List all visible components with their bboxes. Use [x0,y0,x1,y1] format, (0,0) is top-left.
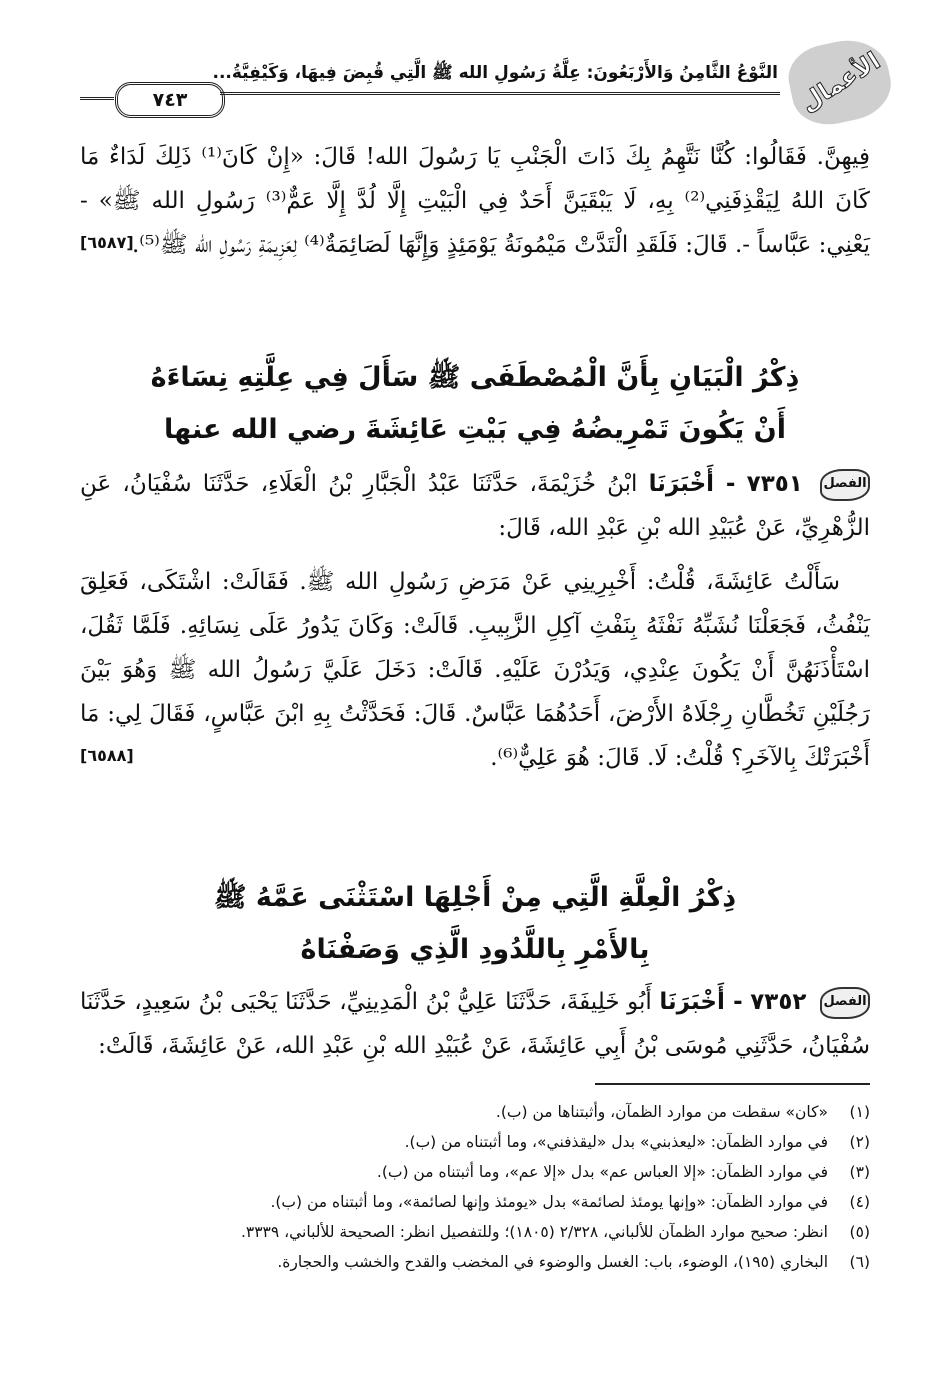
heading-line: ذِكْرُ الْعِلَّةِ الَّتِي مِنْ أَجْلِهَا اسْتَثْنَى عَمَّهُ ﷺ [213,882,737,913]
footnote-text: في موارد الظمآن: «ليعذبني» بدل «ليقذفني»، وما أثبتناه من (ب). [404,1133,828,1151]
footnotes [80,1097,870,1277]
akhbarana-label: أَخْبَرَنَا [648,471,715,497]
running-title: النَّوْعُ الثَّامِنُ وَالأَرْبَعُونَ: عِلَّةُ رَسُولِ الله ﷺ الَّتِي قُبِضَ فِيهَا، وَكَيْفِيَّةُ... [212,63,778,83]
footnote-text: انظر: صحيح موارد الظمآن للألباني، ٢/٣٢٨ (١٨٠٥)؛ وللتفصيل انظر: الصحيحة للألباني، ٣٣٣٩. [240,1223,828,1241]
footnote-number: (١) [849,1103,870,1121]
footnote-number: (٦) [849,1253,870,1271]
paragraph-continuation [80,135,870,263]
paragraph-text: فِيهِنَّ. فَقَالُوا: كُنَّا نَتَّهِمُ بِكَ ذَاتَ الْجَنْبِ يَا رَسُولَ الله! قَالَ: «إِنْ كَانَ⁽¹⁾ ذَلِكَ لَدَاءٌ مَا كَانَ اللهُ لِيَقْذِفَنِي⁽²⁾ بِهِ، لَا يَبْقَيَنَّ أَحَدٌ فِي الْبَيْتِ إِلَّا لُدَّ إِلَّا عَمٌّ⁽³⁾ رَسُولِ الله ﷺ» - يَعْنِي: عَبَّاساً -. قَالَ: فَلَقَدِ الْتَدَّتْ مَيْمُونَةُ يَوْمَئِذٍ وَإِنَّهَا لَصَائِمَةٌ⁽⁴⁾ لِعَزِيمَةِ رَسُولِ الله ﷺ⁽⁵⁾. [80,144,870,258]
chapter-heading-2 [80,872,870,976]
footnote [80,1247,870,1277]
section-badge [783,32,897,131]
amal-icon: الفصل [820,987,870,1019]
footnote-number: (٢) [849,1133,870,1151]
hadith-number: ٧٣٥٢ [750,989,807,1015]
footnote-separator [595,1083,870,1085]
isnad-text: أَبُو خَلِيفَةَ، حَدَّثَنَا عَلِيُّ بْنُ الْمَدِينِيِّ، حَدَّثَنَا يَحْيَى بْنُ سَعِيدٍ، حَدَّثَنَا سُفْيَانُ، حَدَّثَنِي مُوسَى بْنُ أَبِي عَائِشَةَ، عَنْ عُبَيْدِ الله بْنِ عَبْدِ الله، عَنْ عَائِشَةَ، قَالَتْ: [80,989,870,1059]
akhbarana-label: أَخْبَرَنَا [659,989,725,1015]
header-rule [220,92,780,95]
hadith-reference: [٦٥٨٧] [80,233,134,252]
footnote-text: في موارد الظمآن: «إلا العباس عم» بدل «إلا عم»، وما أثبتناه من (ب). [376,1163,828,1181]
footnote-number: (٤) [849,1193,870,1211]
chapter-heading-1 [80,352,870,456]
footnote-number: (٣) [849,1163,870,1181]
badge-label: الأعمال [795,46,885,118]
heading-line: بِالأَمْرِ بِاللَّدُودِ الَّذِي وَصَفْنَاهُ [300,934,650,965]
hadith-isnad: الفصل ٧٣٥٢ - أَخْبَرَنَا أَبُو خَلِيفَةَ، حَدَّثَنَا عَلِيُّ بْنُ الْمَدِينِيِّ، حَدَّثَنَا يَحْيَى بْنُ سَعِيدٍ، حَدَّثَنَا سُفْيَانُ، حَدَّثَنِي مُوسَى بْنُ أَبِي عَائِشَةَ، عَنْ عُبَيْدِ الله بْنِ عَبْدِ الله، عَنْ عَائِشَةَ، قَالَتْ: [80,989,870,1059]
footnote [80,1157,870,1187]
page-header [80,42,885,122]
amal-icon: الفصل [820,469,870,501]
hadith-reference: [٦٥٨٨] [80,746,134,765]
footnote-text: البخاري (١٩٥)، الوضوء، باب: الغسل والوضوء في المخضب والقدح والخشب والحجارة. [277,1253,828,1271]
header-rule-left [80,97,114,100]
footnote-text: «كان» سقطت من موارد الظمآن، وأثبتناها من (ب). [495,1103,828,1121]
heading-line: ذِكْرُ الْبَيَانِ بِأَنَّ الْمُصْطَفَى ﷺ سَأَلَ فِي عِلَّتِهِ نِسَاءَهُ [150,362,800,393]
page-number: ٧٤٣ [115,82,225,118]
hadith-7352 [80,980,870,1068]
footnote [80,1127,870,1157]
footnote-number: (٥) [849,1223,870,1241]
footnote [80,1187,870,1217]
footnote-text: في موارد الظمآن: «وإنها يومئذ لصائمة» بدل «يومئذ وإنها لصائمة»، وما أثبتناه من (ب). [270,1193,828,1211]
footnote [80,1217,870,1247]
hadith-matn: سَأَلْتُ عَائِشَةَ، قُلْتُ: أَخْبِرِينِي عَنْ مَرَضِ رَسُولِ الله ﷺ. فَقَالَتْ: اشْتَكَى، فَعَلِقَ يَنْفُثُ، فَجَعَلْنَا نُشَبِّهُ نَفْثَهُ بِنَفْثِ آكِلِ الزَّبِيبِ. قَالَتْ: وَكَانَ يَدُورُ عَلَى نِسَائِهِ. فَلَمَّا ثَقُلَ، اسْتَأْذَنَهُنَّ أَنْ يَكُونَ عِنْدِي، وَيَدُرْنَ عَلَيْهِ. قَالَتْ: دَخَلَ عَلَيَّ رَسُولُ الله ﷺ وَهُوَ بَيْنَ رَجُلَيْنِ تَخُطَّانِ رِجْلَاهُ الأَرْضَ، أَحَدُهُمَا عَبَّاسٌ. قَالَ: فَحَدَّثْتُ بِهِ ابْنَ عَبَّاسٍ، فَقَالَ لِي: مَا أَخْبَرَتْكَ بِالآخَرِ؟ قُلْتُ: لَا. قَالَ: هُوَ عَلِيٌّ⁽⁶⁾. [80,569,870,771]
isnad-text: ابْنُ خُزَيْمَةَ، حَدَّثَنَا عَبْدُ الْجَبَّارِ بْنُ الْعَلَاءِ، حَدَّثَنَا سُفْيَانُ، عَنِ الزُّهْرِيِّ، عَنْ عُبَيْدِ الله بْنِ عَبْدِ الله، قَالَ: [80,471,870,541]
footnote [80,1097,870,1127]
hadith-number: ٧٣٥١ [746,471,803,497]
hadith-7351 [80,462,870,776]
heading-line: أَنْ يَكُونَ تَمْرِيضُهُ فِي بَيْتِ عَائِشَةَ رضي الله عنها [164,414,786,445]
hadith-isnad: الفصل ٧٣٥١ - أَخْبَرَنَا ابْنُ خُزَيْمَةَ، حَدَّثَنَا عَبْدُ الْجَبَّارِ بْنُ الْعَلَاءِ، حَدَّثَنَا سُفْيَانُ، عَنِ الزُّهْرِيِّ، عَنْ عُبَيْدِ الله بْنِ عَبْدِ الله، قَالَ: [80,471,870,541]
